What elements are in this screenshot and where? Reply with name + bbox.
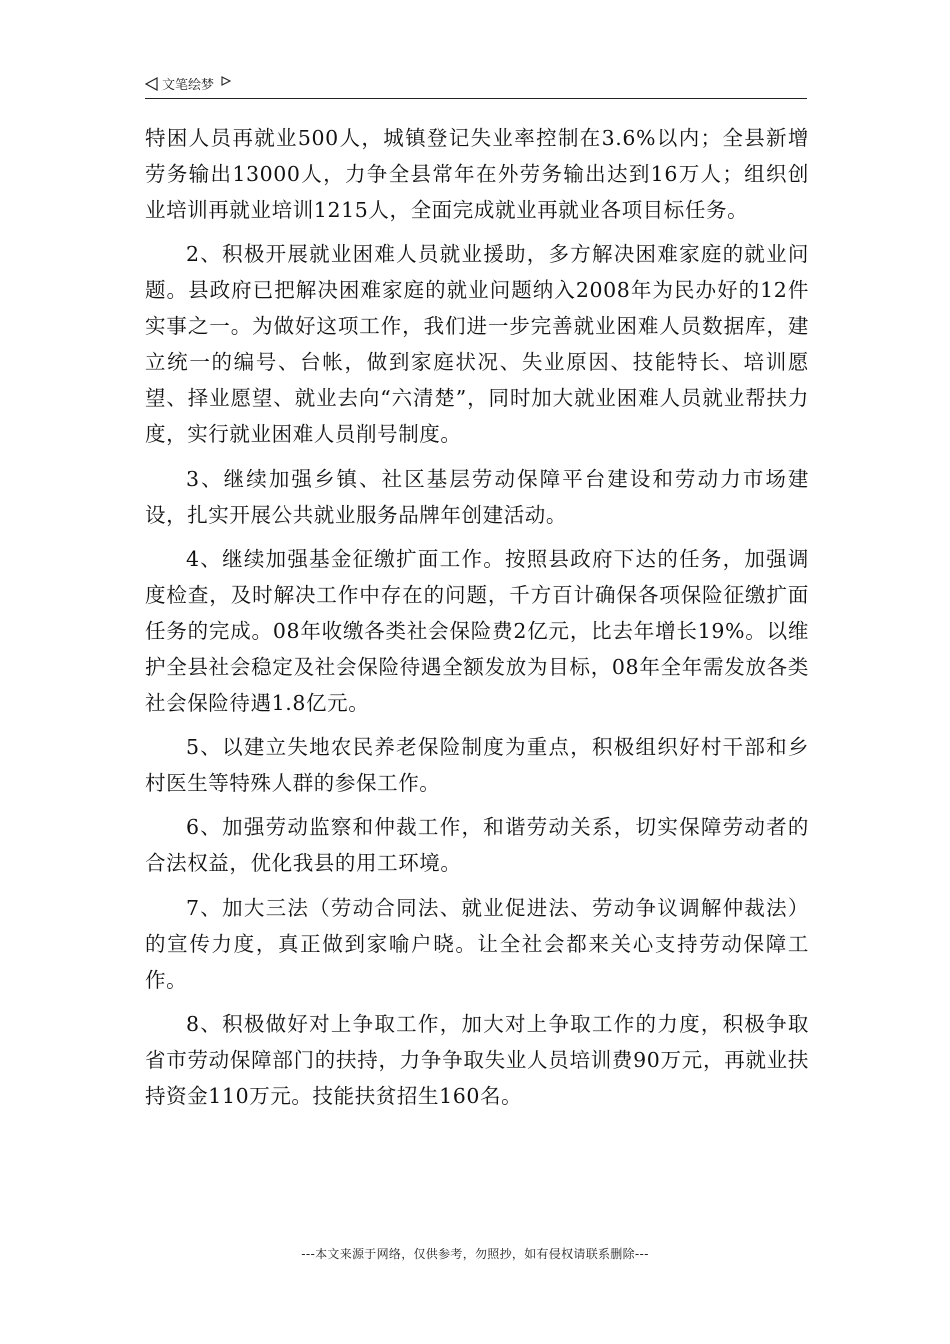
triangle-right-icon	[221, 76, 231, 86]
paragraph-item-4: 4、继续加强基金征缴扩面工作。按照县政府下达的任务，加强调度检查，及时解决工作中存在的问题，千方百计确保各项保险征缴扩面任务的完成。08年收缴各类社会保险费2亿元，比去年增长19%。以维护全县社会稳定及社会保险待遇全额发放为目标，08年全年需发放各类社会保险待遇1.8亿元。	[145, 546, 809, 715]
triangle-left-icon	[145, 77, 158, 91]
paragraph-item-5: 5、以建立失地农民养老保险制度为重点，积极组织好村干部和乡村医生等特殊人群的参保工作。	[145, 735, 809, 796]
paragraph-continuation: 特困人员再就业500人，城镇登记失业率控制在3.6%以内；全县新增劳务输出13000人，力争全县常年在外劳务输出达到16万人；组织创业培训再就业培训1215人，全面完成就业再就业各项目标任务。	[145, 126, 809, 222]
document-body	[145, 120, 809, 1122]
paragraph-item-6: 6、加强劳动监察和仲裁工作，和谐劳动关系，切实保障劳动者的合法权益，优化我县的用工环境。	[145, 815, 809, 876]
paragraph-item-3: 3、继续加强乡镇、社区基层劳动保障平台建设和劳动力市场建设，扎实开展公共就业服务品牌年创建活动。	[145, 466, 809, 527]
paragraph-item-2: 2、积极开展就业困难人员就业援助，多方解决困难家庭的就业问题。县政府已把解决困难家庭的就业问题纳入2008年为民办好的12件实事之一。为做好这项工作，我们进一步完善就业困难人员数据库，建立统一的编号、台帐，做到家庭状况、失业原因、技能特长、培训愿望、择业愿望、就业去向“六清楚”，同时加大就业困难人员就业帮扶力度，实行就业困难人员削号制度。	[145, 242, 809, 447]
paragraph-item-7: 7、加大三法（劳动合同法、就业促进法、劳动争议调解仲裁法）的宣传力度，真正做到家喻户晓。让全社会都来关心支持劳动保障工作。	[145, 895, 809, 992]
paragraph-item-8: 8、积极做好对上争取工作，加大对上争取工作的力度，积极争取省市劳动保障部门的扶持，力争争取失业人员培训费90万元，再就业扶持资金110万元。技能扶贫招生160名。	[145, 1012, 809, 1109]
header-brand-text: 文笔绘梦	[162, 78, 215, 93]
header-brand	[145, 74, 231, 93]
footer-disclaimer: ---本文来源于网络，仅供参考，勿照抄，如有侵权请联系删除---	[301, 1247, 649, 1261]
page-header	[145, 74, 807, 99]
